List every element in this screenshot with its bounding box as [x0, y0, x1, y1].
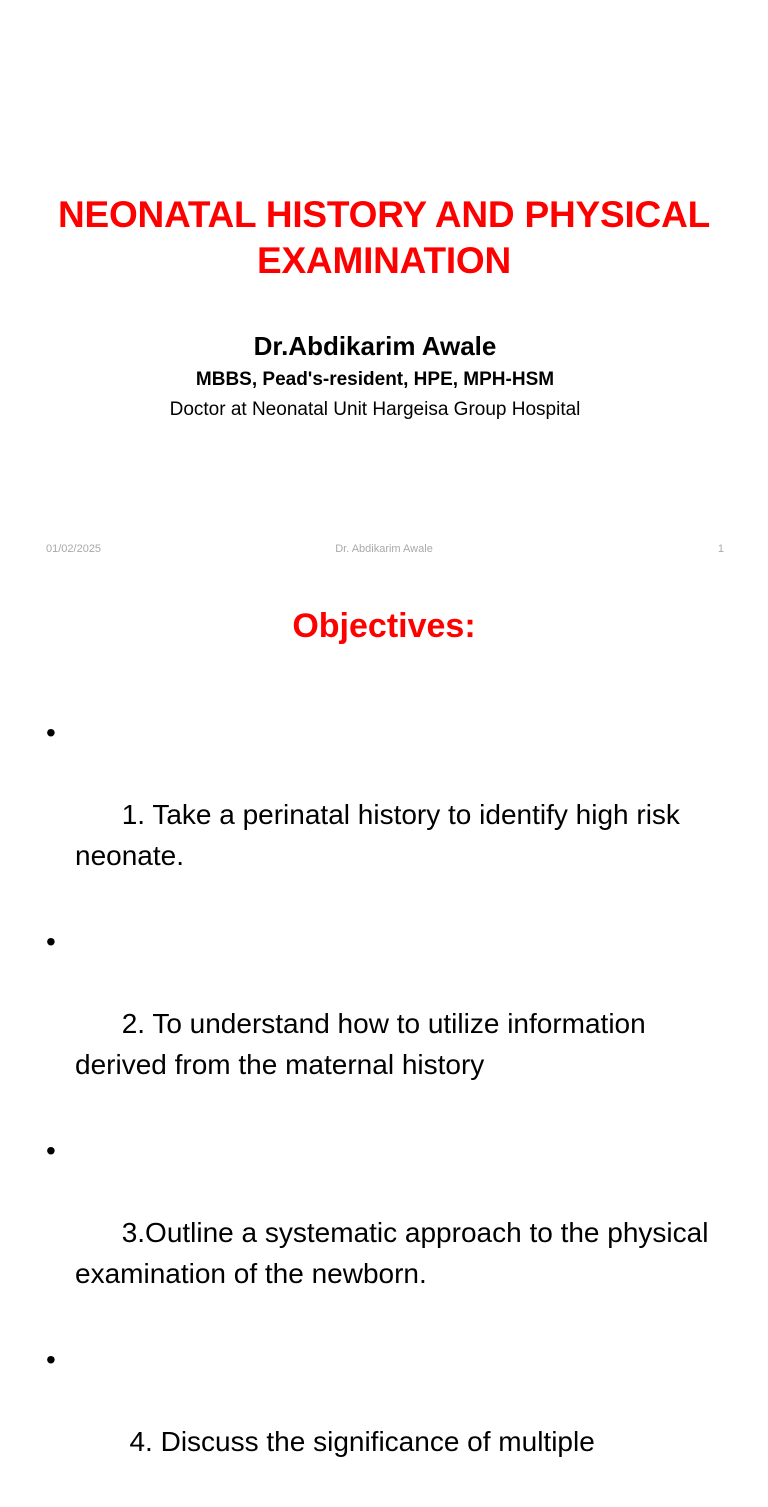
- list-item: [34, 1130, 734, 1335]
- footer-date: 01/02/2025: [46, 543, 102, 555]
- page-title: NEONATAL HISTORY AND PHYSICAL EXAMINATION: [57, 194, 711, 281]
- footer-page-number: 1: [717, 543, 724, 555]
- list-item-text: 2. To understand how to utilize information derived from the maternal history: [75, 1008, 654, 1080]
- objectives-heading: Objectives:: [292, 607, 476, 645]
- footer-author: Dr. Abdikarim Awale: [335, 543, 433, 555]
- bullet-icon: •: [46, 1344, 56, 1375]
- objectives-list: [34, 712, 734, 1507]
- author-block: [30, 330, 720, 422]
- author-affiliation: Doctor at Neonatal Unit Hargeisa Group Hospital: [169, 399, 581, 420]
- list-item: [34, 712, 734, 917]
- author-name: Dr.Abdikarim Awale: [253, 331, 497, 361]
- bullet-icon: •: [46, 717, 56, 748]
- author-credentials: MBBS, Pead's-resident, HPE, MPH-HSM: [195, 369, 555, 390]
- list-item-text: 4. Discuss the significance of multiple: [121, 1426, 595, 1457]
- list-item: [34, 1339, 734, 1503]
- bullet-icon: •: [46, 1135, 56, 1166]
- list-item-text: 1. Take a perinatal history to identify high risk neonate.: [75, 799, 688, 871]
- list-item-text: 3.Outline a systematic approach to the physical examination of the newborn.: [75, 1217, 717, 1289]
- bullet-icon: •: [46, 926, 56, 957]
- title-slide-header: [38, 192, 730, 284]
- slide-footer: [0, 540, 768, 560]
